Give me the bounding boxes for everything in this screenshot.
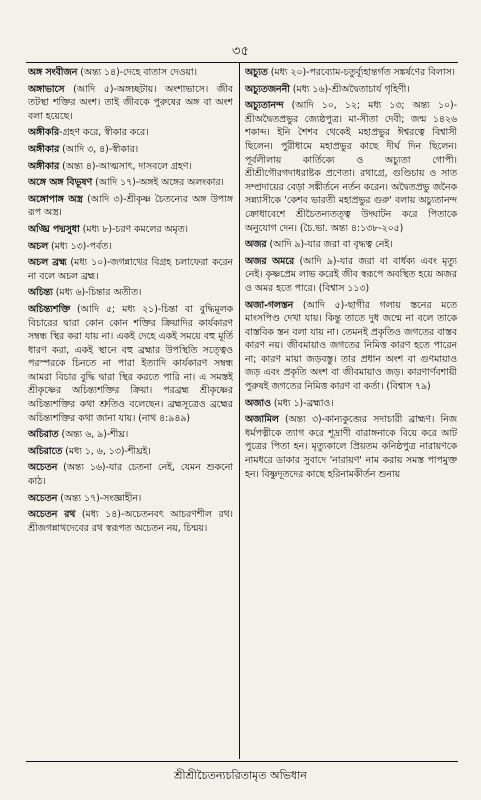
- dictionary-entry: [28, 286, 233, 300]
- entry-definition: (অন্ত্য ৩)-কান্যকুব্জের সদাচারী ব্রাহ্মণ। নিজ ধর্মপত্নীকে ত্যাগ করে শূদ্রাণী বারাঙ্গনাকে বিয়ে করে আট পুত্রের পিতা হন। মৃত্যুকালে প্রিয়তম কনিষ্ঠপুত্র নারায়ণকে নামধরে ডাকার সুবাদে 'নারায়ণ' নাম করায় সমস্ত পাপমুক্ত হন। বিষ্ণুদূতদের কাছে হরিনামকীর্তন শুনায়: [245, 414, 457, 480]
- dictionary-entry: [245, 413, 457, 481]
- entry-headword: অচিন্ত্যশক্তি: [28, 303, 71, 315]
- entry-headword: অঙ্গীকরি: [28, 127, 60, 139]
- dictionary-entry: [28, 66, 233, 80]
- entry-headword: অচিন্ত্য: [28, 287, 53, 299]
- dictionary-entry: [28, 461, 233, 488]
- bottom-rule: [26, 761, 458, 762]
- dictionary-entry: [28, 428, 233, 442]
- entry-definition: (অন্ত্য ১৬)-যার চেতনা নেই, যেমন শুকনো কাঠ।: [28, 462, 233, 488]
- dictionary-entry: [28, 160, 233, 174]
- entry-definition: (মধ্য ১৩)-পর্বত।: [48, 240, 112, 252]
- dictionary-entry: [28, 303, 233, 425]
- entry-headword: অচেতন: [28, 492, 58, 504]
- dictionary-entry: [245, 255, 457, 296]
- entry-headword: অচ্যুতজননী: [245, 83, 290, 95]
- dictionary-entry: [28, 143, 233, 157]
- entry-definition: (মধ্য ১৬)-শ্রীঅদ্বৈতাচার্য গৃহিণী।: [289, 83, 410, 95]
- entry-definition: (অন্ত্য ৬, ৯)-শীঘ্র।: [58, 429, 129, 441]
- entry-definition: (আদি ১০, ১২; মধ্য ১৩; অন্ত্য ১০)-শ্রীঅদ্বৈতপ্রভুর জ্যেষ্ঠপুত্র। মা-সীতা দেবী; জন্ম ১৪২৬ শকাব্দ। ইনি শৈশব থেকেই মহাপ্রভুর ঈশ্বরত্বে বিশ্বাসী ছিলেন। পুরীধামে মহাপ্রভুর কাছে দীর্ঘ দিন ছিলেন। পূর্বলীলায় কার্তিক্যে ও অচ্যুতা গোপী। শ্রীশ্রীগৌরগদাধরাষ্টক প্রণেতা। রথাগ্রে, গুণ্ডিচায় ও সাত সম্প্রদায়ের বেড়া সঙ্কীর্তনে নর্তন করেন। অদ্বৈতপ্রভু জনৈক সন্ন্যাসীকে 'কেশব ভারতী মহাপ্রভুর গুরু' বলায় অচ্যুতানন্দ ক্রোধাবেশে শ্রীচৈতন্যতত্ত্ব উদ্ঘাটন করে পিতাকে অনুযোগ দেন। (চৈ.ভা. অন্ত্য ৪:১৩৮-২০৫): [245, 100, 457, 234]
- entry-headword: অচিরাত: [28, 429, 59, 441]
- dictionary-entry: [28, 445, 233, 459]
- entry-headword: অচল: [28, 240, 48, 252]
- footer-title: শ্রীশ্রীচৈতন্যচরিতামৃত অভিধান: [174, 769, 307, 782]
- top-rule: [26, 62, 458, 63]
- entry-headword: অচ্যুতানন্দ: [245, 100, 284, 112]
- entry-definition: (অন্ত্য ৪)-আত্মসাৎ, দাসবলে গ্রহণ।: [59, 160, 192, 172]
- dictionary-entry: [245, 397, 457, 411]
- entry-headword: অঙ্গীকার: [28, 160, 60, 172]
- entry-headword: অঙ্গ সংবীজন: [28, 67, 78, 78]
- entry-definition: (অন্ত্য ১৪)-দেহে বাতাস দেওয়া।: [77, 67, 197, 78]
- entry-headword: অঙ্ঘ্রি পদ্মসুধা: [28, 223, 80, 235]
- dictionary-entry: [28, 83, 233, 124]
- dictionary-entry: [245, 83, 457, 97]
- dictionary-entry: [28, 176, 233, 190]
- entry-headword: অচল ব্রহ্ম: [28, 257, 67, 269]
- left-column: [28, 66, 233, 758]
- entry-definition: (আদি ৫; মধ্য ২১)-চিন্তা বা বুদ্ধিমূলক বিচারের দ্বারা কোন কোন শক্তির ক্রিয়াদির কার্যকারণ সম্বন্ধ স্থির করা যায় না। একই দেহে একই সময়ে বহু মূর্তি ধারণ করা, একই স্থানে বহু ব্রহ্মার উপস্থিতি সত্ত্বেও পরস্পরকে চিনতে না পারা ইত্যাদি কার্যকারণ সম্বন্ধ আমরা বিচার বুদ্ধি দ্বারা স্থির করতে পারি না। এ সমস্তই শ্রীকৃষ্ণের অচিন্ত্যশক্তির ক্রিয়া। পরব্রহ্ম শ্রীকৃষ্ণের অচিন্ত্যশক্তির কথা শ্রুতিও বলেছেন। ব্রহ্মসূত্রেও ব্রহ্মের অচিন্ত্যশক্তির কথা জানা যায়। (নাথ ৪:৯৪৯): [28, 303, 233, 424]
- entry-definition: (মধ্য ১, ৬, ১৩)-শীঘ্রই।: [62, 445, 151, 457]
- entry-definition: (আদি ৩)-শ্রীকৃষ্ণ চৈতন্যের অঙ্গ উপাঙ্গ রূপ অস্ত্র।: [28, 193, 233, 219]
- dictionary-entry: [245, 238, 457, 252]
- entry-definition: -গ্রহণ করে, স্বীকার করে।: [59, 127, 149, 139]
- dictionary-entry: [28, 240, 233, 254]
- entry-headword: অঙ্গোপাঙ্গ অস্ত্র: [28, 193, 83, 205]
- dictionary-entry: [28, 256, 233, 283]
- entry-definition: (মধ্য ১০)-জগন্নাথের বিগ্রহ চলাফেরা করেন না বলে অচল ব্রহ্ম।: [28, 257, 233, 282]
- dictionary-entry: [28, 492, 233, 506]
- entry-definition: (মধ্য ১)-ব্রহ্মাও।: [270, 397, 334, 409]
- entry-definition: (আদি ৫)-ছাগীর গলায় স্তনের মতে মাংসপিণ্ড দেখা যায়। কিন্তু তাতে দুধ জন্মে না বলে তাকে বাস্তবিক স্তন বলা যায় না। তেমনই প্রকৃতিও জগতের বাস্তব কারণ নয়। জীবমায়াও জগতের নিমিত্ত কারণ হতে পারেন না; কারণ মায়া জড়বস্তু। তার প্রধান অংশ বা গুণমায়াও জড় এবং প্রকৃতি অংশ বা জীবমায়াও জড়। কারণার্ণবশায়ী পুরুষই জগতের নিমিত্ত কারণ বা কর্তা। (বিশ্বাস ৭৯): [245, 299, 457, 393]
- entry-definition: (অন্ত্য ১৭)-সংজ্ঞাহীন।: [57, 492, 142, 504]
- entry-definition: (মধ্য ১৪)-অচেতনবৎ আচরণশীল রথ। শ্রীজগন্নাথদেবের রথ স্বরূপত অচেতন নয়, চিন্ময়।: [28, 509, 233, 534]
- entry-headword: অঙ্গে অঙ্গ বিভূষণ: [28, 177, 93, 189]
- entry-headword: অজা-গলস্তন: [245, 299, 294, 311]
- entry-headword: অজামিল: [245, 414, 279, 426]
- dictionary-entry: [28, 126, 233, 140]
- dictionary-entry: [245, 66, 457, 80]
- right-column: [245, 66, 457, 758]
- entry-headword: অজর: [245, 239, 267, 251]
- entry-definition: (আদি ৯)-যার জরা বা বৃদ্ধত্ব নেই।: [266, 239, 393, 251]
- entry-definition: (আদি ৫)-অঙ্গচ্ছটায়। অংশাভাসে। জীব তটস্থা শক্তির অংশ। তাই জীবকে পুরুষের অঙ্গ বা অংশ বলা হয়েছে।: [28, 83, 233, 122]
- dictionary-entry: [28, 508, 233, 535]
- dictionary-entry: [245, 299, 457, 394]
- entry-headword: অঙ্গাভাসে: [28, 83, 65, 95]
- column-divider: [239, 63, 240, 759]
- dictionary-entry: [245, 99, 457, 235]
- entry-headword: অচেতন রথ: [28, 509, 76, 521]
- entry-definition: (মধ্য ২০)-পরব্যোম-চতুর্ব্যূহান্তর্গত সঙ্কর্ষণের বিলাস।: [267, 67, 455, 78]
- dictionary-entry: [28, 193, 233, 220]
- entry-headword: অজর অমরে: [245, 255, 295, 267]
- entry-definition: (আদি ৩, ৪)-স্বীকার।: [59, 143, 139, 155]
- entry-headword: অচিরাতে: [28, 445, 63, 457]
- entry-headword: অচ্যুত: [245, 67, 268, 78]
- entry-headword: অঙ্গীকার: [28, 143, 60, 155]
- page-number: ৩৫: [232, 44, 249, 59]
- entry-definition: (আদি ১৭)-অঙ্গই অঙ্গের অলংকার।: [92, 177, 224, 189]
- entry-definition: (মধ্য ৮)-চরণ কমলের অমৃত।: [79, 223, 188, 235]
- entry-headword: অজাও: [245, 397, 271, 409]
- dictionary-entry: [28, 223, 233, 237]
- entry-headword: অচেতন: [28, 462, 58, 474]
- entry-definition: (মধ্য ৬)-চিন্তার অতীত।: [52, 287, 142, 299]
- entry-definition: (আদি ৯)-যার জরা বা বার্ধক্য এবং মৃত্যু নেই। কৃষ্ণপ্রেম লাভ করেই জীব স্বরূপে অবস্থিত হয়ে অজর ও অমর হতে পারে। (বিশ্বাস ১১৩): [245, 255, 457, 294]
